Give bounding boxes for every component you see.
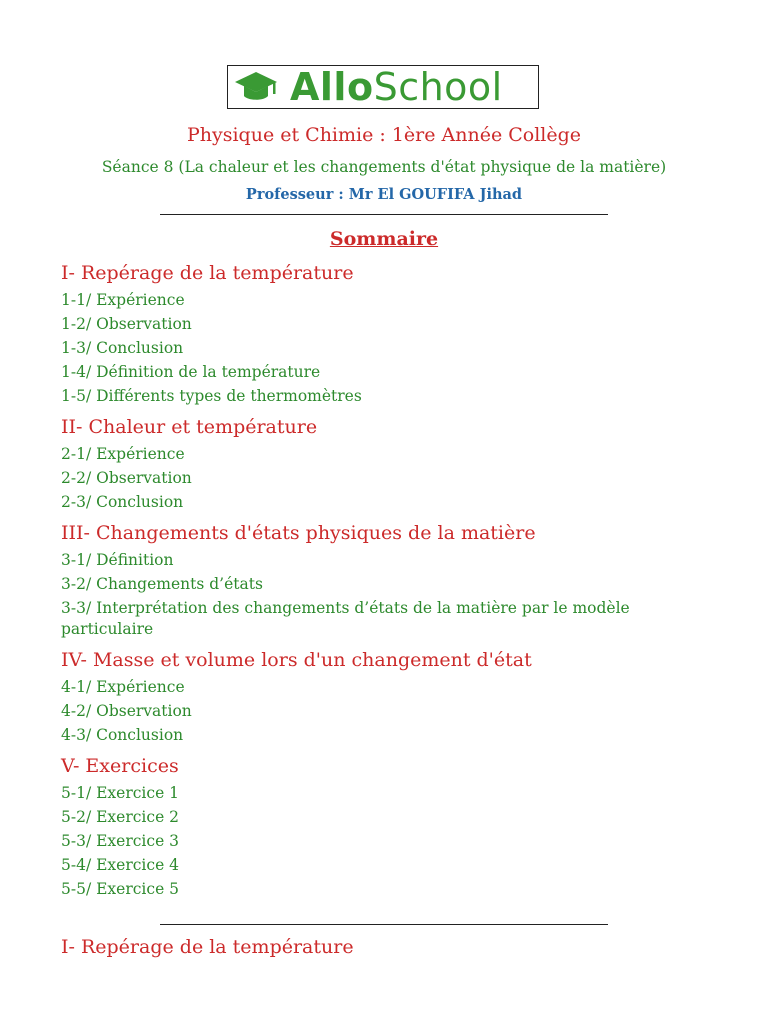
toc-item[interactable]: 5-2/ Exercice 2 [61,807,180,826]
toc-item[interactable]: 5-4/ Exercice 4 [61,855,180,874]
logo-text-school: School [373,65,503,109]
toc-section-title[interactable]: III- Changements d'états physiques de la matière [61,522,536,544]
toc-section-1 [61,258,661,408]
toc-section-2 [61,412,661,514]
toc-item[interactable]: 4-3/ Conclusion [61,725,184,744]
toc-section-5 [61,751,661,901]
logo-text-allo: Allo [290,65,374,109]
document-title: Physique et Chimie : 1ère Année Collège [186,124,582,146]
toc-section-title[interactable]: I- Repérage de la température [61,262,354,284]
toc-item[interactable]: 4-2/ Observation [61,701,192,720]
alloschool-logo[interactable] [227,65,539,109]
toc-item[interactable]: 1-4/ Définition de la température [61,363,321,381]
toc-item[interactable]: 1-1/ Expérience [61,291,185,309]
graduation-cap-icon [234,69,278,105]
toc-item[interactable]: 5-3/ Exercice 3 [61,831,180,850]
toc-section-title[interactable]: IV- Masse et volume lors d'un changement d'état [61,648,532,671]
toc-section-4 [61,645,661,747]
toc-item[interactable]: 4-1/ Expérience [61,677,185,696]
toc-item[interactable]: 2-2/ Observation [61,469,192,487]
toc-item[interactable]: 5-5/ Exercice 5 [61,879,180,898]
toc-item[interactable]: 1-3/ Conclusion [61,339,184,357]
toc-item[interactable]: 3-1/ Définition [61,551,174,569]
professor-name: Professeur : Mr El GOUFIFA Jihad [245,186,523,203]
divider-bottom [160,924,608,925]
body-section-heading: I- Repérage de la température [61,936,354,958]
divider-top [160,214,608,215]
toc-item[interactable]: 1-5/ Différents types de thermomètres [61,387,362,405]
toc-item[interactable]: 3-2/ Changements d’états [61,575,263,593]
toc-item[interactable]: 2-3/ Conclusion [61,493,184,511]
toc-item[interactable]: 1-2/ Observation [61,315,192,333]
table-of-contents [61,258,661,905]
toc-item[interactable]: 3-3/ Interprétation des changements d’états de la matière par le modèle particulaire [61,599,630,638]
toc-item[interactable]: 5-1/ Exercice 1 [61,783,180,802]
sommaire-heading: Sommaire [329,228,439,250]
session-subtitle: Séance 8 (La chaleur et les changements d'état physique de la matière) [101,158,667,176]
toc-item[interactable]: 2-1/ Expérience [61,445,185,463]
toc-section-3 [61,518,661,641]
toc-section-title[interactable]: II- Chaleur et température [61,416,318,438]
logo-text [290,67,503,107]
toc-section-title[interactable]: V- Exercices [61,754,179,777]
